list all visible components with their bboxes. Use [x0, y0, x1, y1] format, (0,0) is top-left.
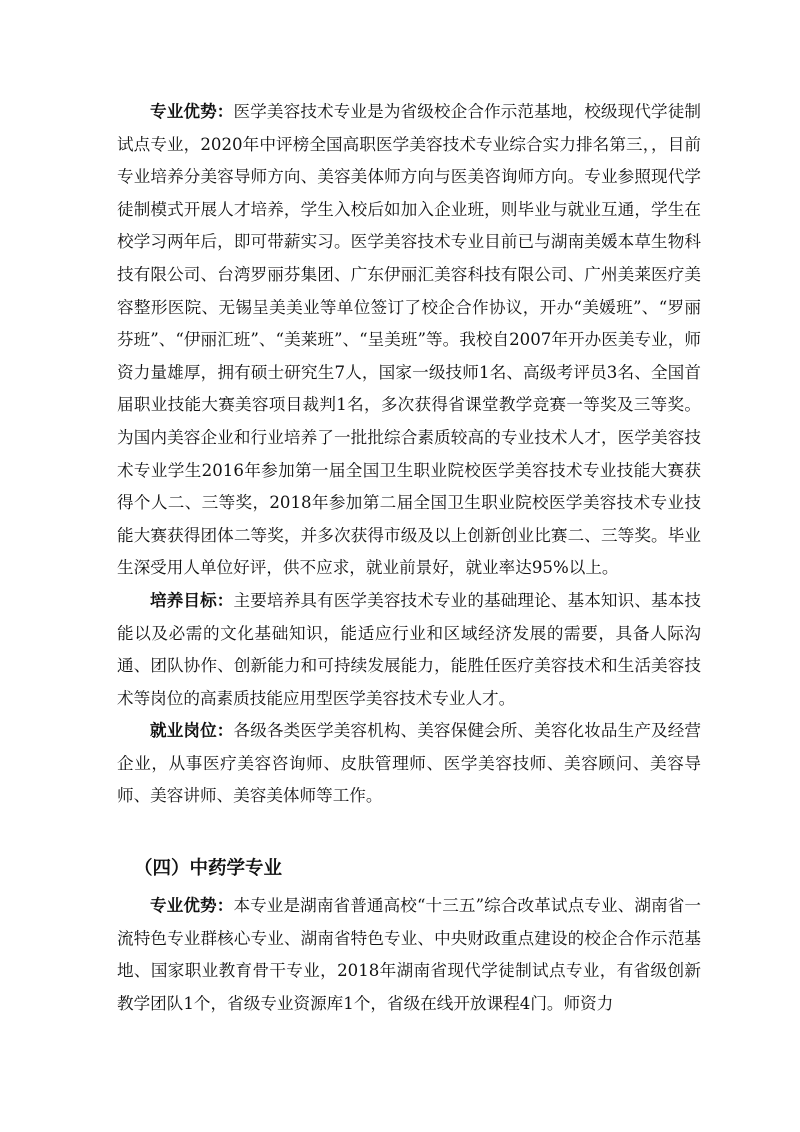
- tcm-advantage-text: 本专业是湖南省普通高校“十三五”综合改革试点专业、湖南省一流特色专业群核心专业、湖南省特色专业、中央财政重点建设的校企合作示范基地、国家职业教育骨干专业，2018年湖南省现代学徒制试点专业，有省级创新教学团队1个，省级专业资源库1个，省级在线开放课程4门。师资力: [117, 896, 702, 1013]
- document-body: [117, 96, 701, 1020]
- section-heading-tcm-pharmacy: （四）中药学专业: [134, 858, 283, 880]
- jobs-label: 就业岗位：: [150, 721, 234, 741]
- tcm-advantage-label: 专业优势：: [150, 896, 234, 916]
- advantage-label: 专业优势：: [150, 102, 234, 121]
- employment-positions-paragraph: [117, 715, 701, 813]
- goal-text: 主要培养具有医学美容技术专业的基础理论、基本知识、基本技能以及必需的文化基础知识，能适应行业和区域经济发展的需要，具备人际沟通、团队协作、创新能力和可持续发展能力，能胜任医疗美容技术和生活美容技术等岗位的高素质技能应用型医学美容技术专业人才。: [117, 590, 702, 708]
- medical-cosmetology-advantage-paragraph: [117, 96, 701, 585]
- jobs-text: 各级各类医学美容机构、美容保健会所、美容化妆品生产及经营企业，从事医疗美容咨询师、皮肤管理师、医学美容技师、美容顾问、美容导师、美容讲师、美容美体师等工作。: [117, 721, 702, 806]
- tcm-pharmacy-advantage-paragraph: [117, 890, 701, 1020]
- goal-label: 培养目标：: [150, 590, 234, 610]
- advantage-text: 医学美容技术专业是为省级校企合作示范基地，校级现代学徒制试点专业，2020年中评榜全国高职医学美容技术专业综合实力排名第三，，目前专业培养分美容导师方向、美容美体师方向与医美咨询师方向。专业参照现代学徒制模式开展人才培养，学生入校后如加入企业班，则毕业与就业互通，学生在校学习两年后，即可带薪实习。医学美容技术专业目前已与湖南美媛本草生物科技有限公司、台湾罗丽芬集团、广东伊丽汇美容科技有限公司、广州美莱医疗美容整形医院、无锡呈美美业等单位签订了校企合作协议，开办“美媛班”、“罗丽芬班”、“伊丽汇班”、“美莱班”、“呈美班”等。我校自2007年开办医美专业，师资力量雄厚，拥有硕士研究生7人，国家一级技师1名、高级考评员3名、全国首届职业技能大赛美容项目裁判1名，多次获得省课堂教学竞赛一等奖及三等奖。为国内美容企业和行业培养了一批批综合素质较高的专业技术人才，医学美容技术专业学生2016年参加第一届全国卫生职业院校医学美容技术专业技能大赛获得个人二、三等奖，2018年参加第二届全国卫生职业院校医学美容技术专业技能大赛获得团体二等奖，并多次获得市级及以上创新创业比赛二、三等奖。毕业生深受用人单位好评，供不应求，就业前景好，就业率达95%以上。: [117, 102, 702, 578]
- training-goal-paragraph: [117, 585, 701, 715]
